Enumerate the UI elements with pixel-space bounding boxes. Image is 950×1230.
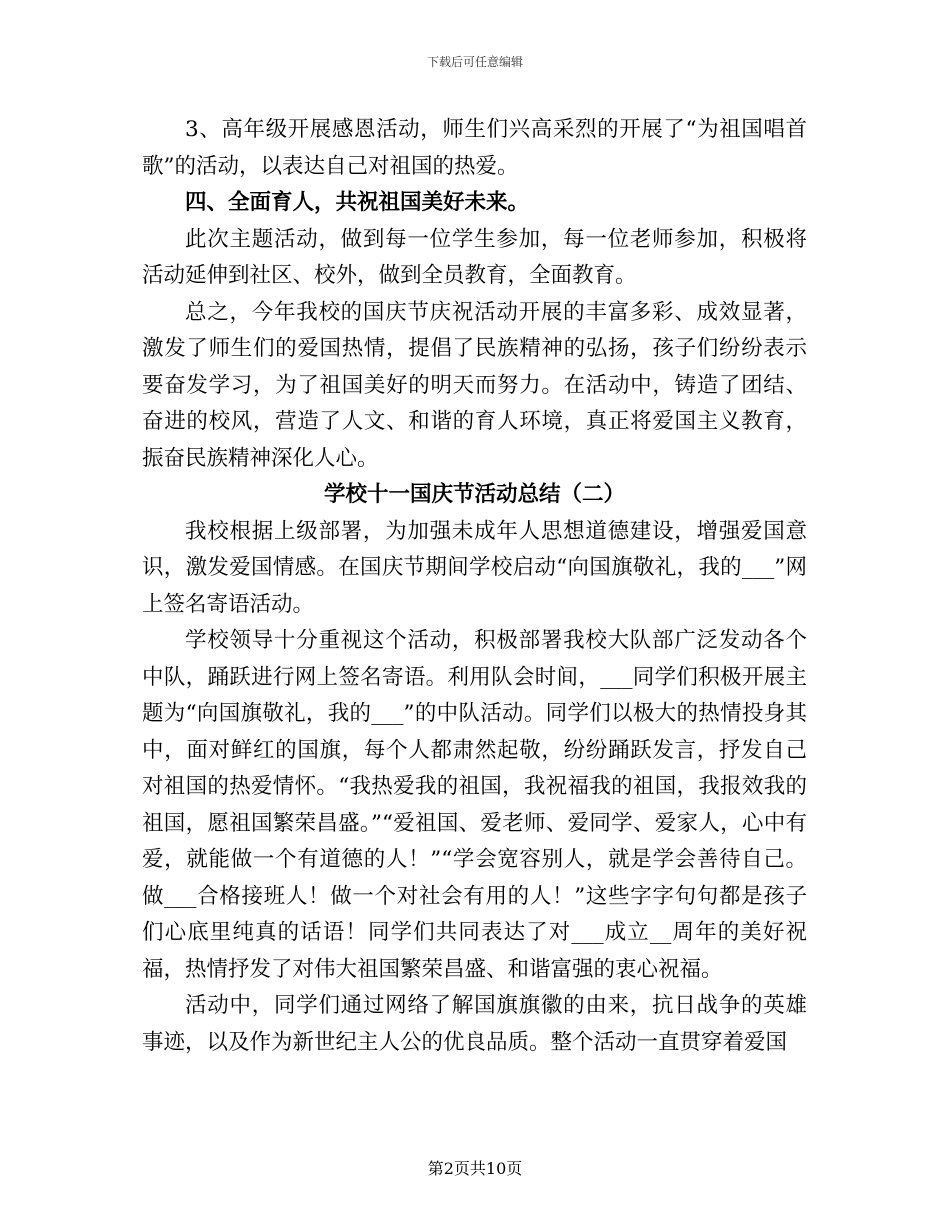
page-number: 第2页共10页 xyxy=(427,1159,523,1178)
paragraph-intro: 我校根据上级部署，为加强未成年人思想道德建设，增强爱国意识，激发爱国情感。在国庆节期间学校启动“向国旗敬礼，我的___”网上签名寄语活动。 xyxy=(142,518,807,617)
paragraph-all-participation: 此次主题活动，做到每一位学生参加，每一位老师参加，积极将活动延伸到社区、校外，做到全员教育，全面教育。 xyxy=(142,226,807,288)
document-body xyxy=(142,112,807,1061)
paragraph-summary: 总之，今年我校的国庆节庆祝活动开展的丰富多彩、成效显著，激发了师生们的爱国热情，提倡了民族精神的弘扬，孩子们纷纷表示要奋发学习，为了祖国美好的明天而努力。在活动中，铸造了团结、奋进的校风，营造了人文、和谐的育人环境，真正将爱国主义教育，振奋民族精神深化人心。 xyxy=(142,299,807,471)
page-header: 下载后可任意编辑 xyxy=(426,55,523,69)
article-title-2: 学校十一国庆节活动总结（二） xyxy=(323,482,625,507)
paragraph-leadership: 学校领导十分重视这个活动，积极部署我校大队部广泛发动各个中队，踊跃进行网上签名寄语。利用队会时间，___同学们积极开展主题为“向国旗敬礼，我的___”的中队活动。同学们以极大的热情投身其中，面对鲜红的国旗，每个人都肃然起敬，纷纷踊跃发言，抒发自己对祖国的热爱情怀。“我热爱我的祖国，我祝福我的祖国，我报效我的祖国，愿祖国繁荣昌盛。”“爱祖国、爱老师、爱同学、爱家人，心中有爱，就能做一个有道德的人！”“学会宽容别人，就是学会善待自己。做___合格接班人！做一个对社会有用的人！”这些字字句句都是孩子们心底里纯真的话语！同学们共同表达了对___成立__周年的美好祝福，热情抒发了对伟大祖国繁荣昌盛、和谐富强的衷心祝福。 xyxy=(142,628,807,982)
paragraph-activity-3: 3、高年级开展感恩活动，师生们兴高采烈的开展了“为祖国唱首歌”的活动，以表达自己对祖国的热爱。 xyxy=(142,117,807,179)
section-heading-4: 四、全面育人，共祝祖国美好未来。 xyxy=(185,190,530,215)
paragraph-activity-online: 活动中，同学们通过网络了解国旗旗徽的由来，抗日战争的英雄事迹，以及作为新世纪主人公的优良品质。整个活动一直贯穿着爱国 xyxy=(142,993,807,1055)
